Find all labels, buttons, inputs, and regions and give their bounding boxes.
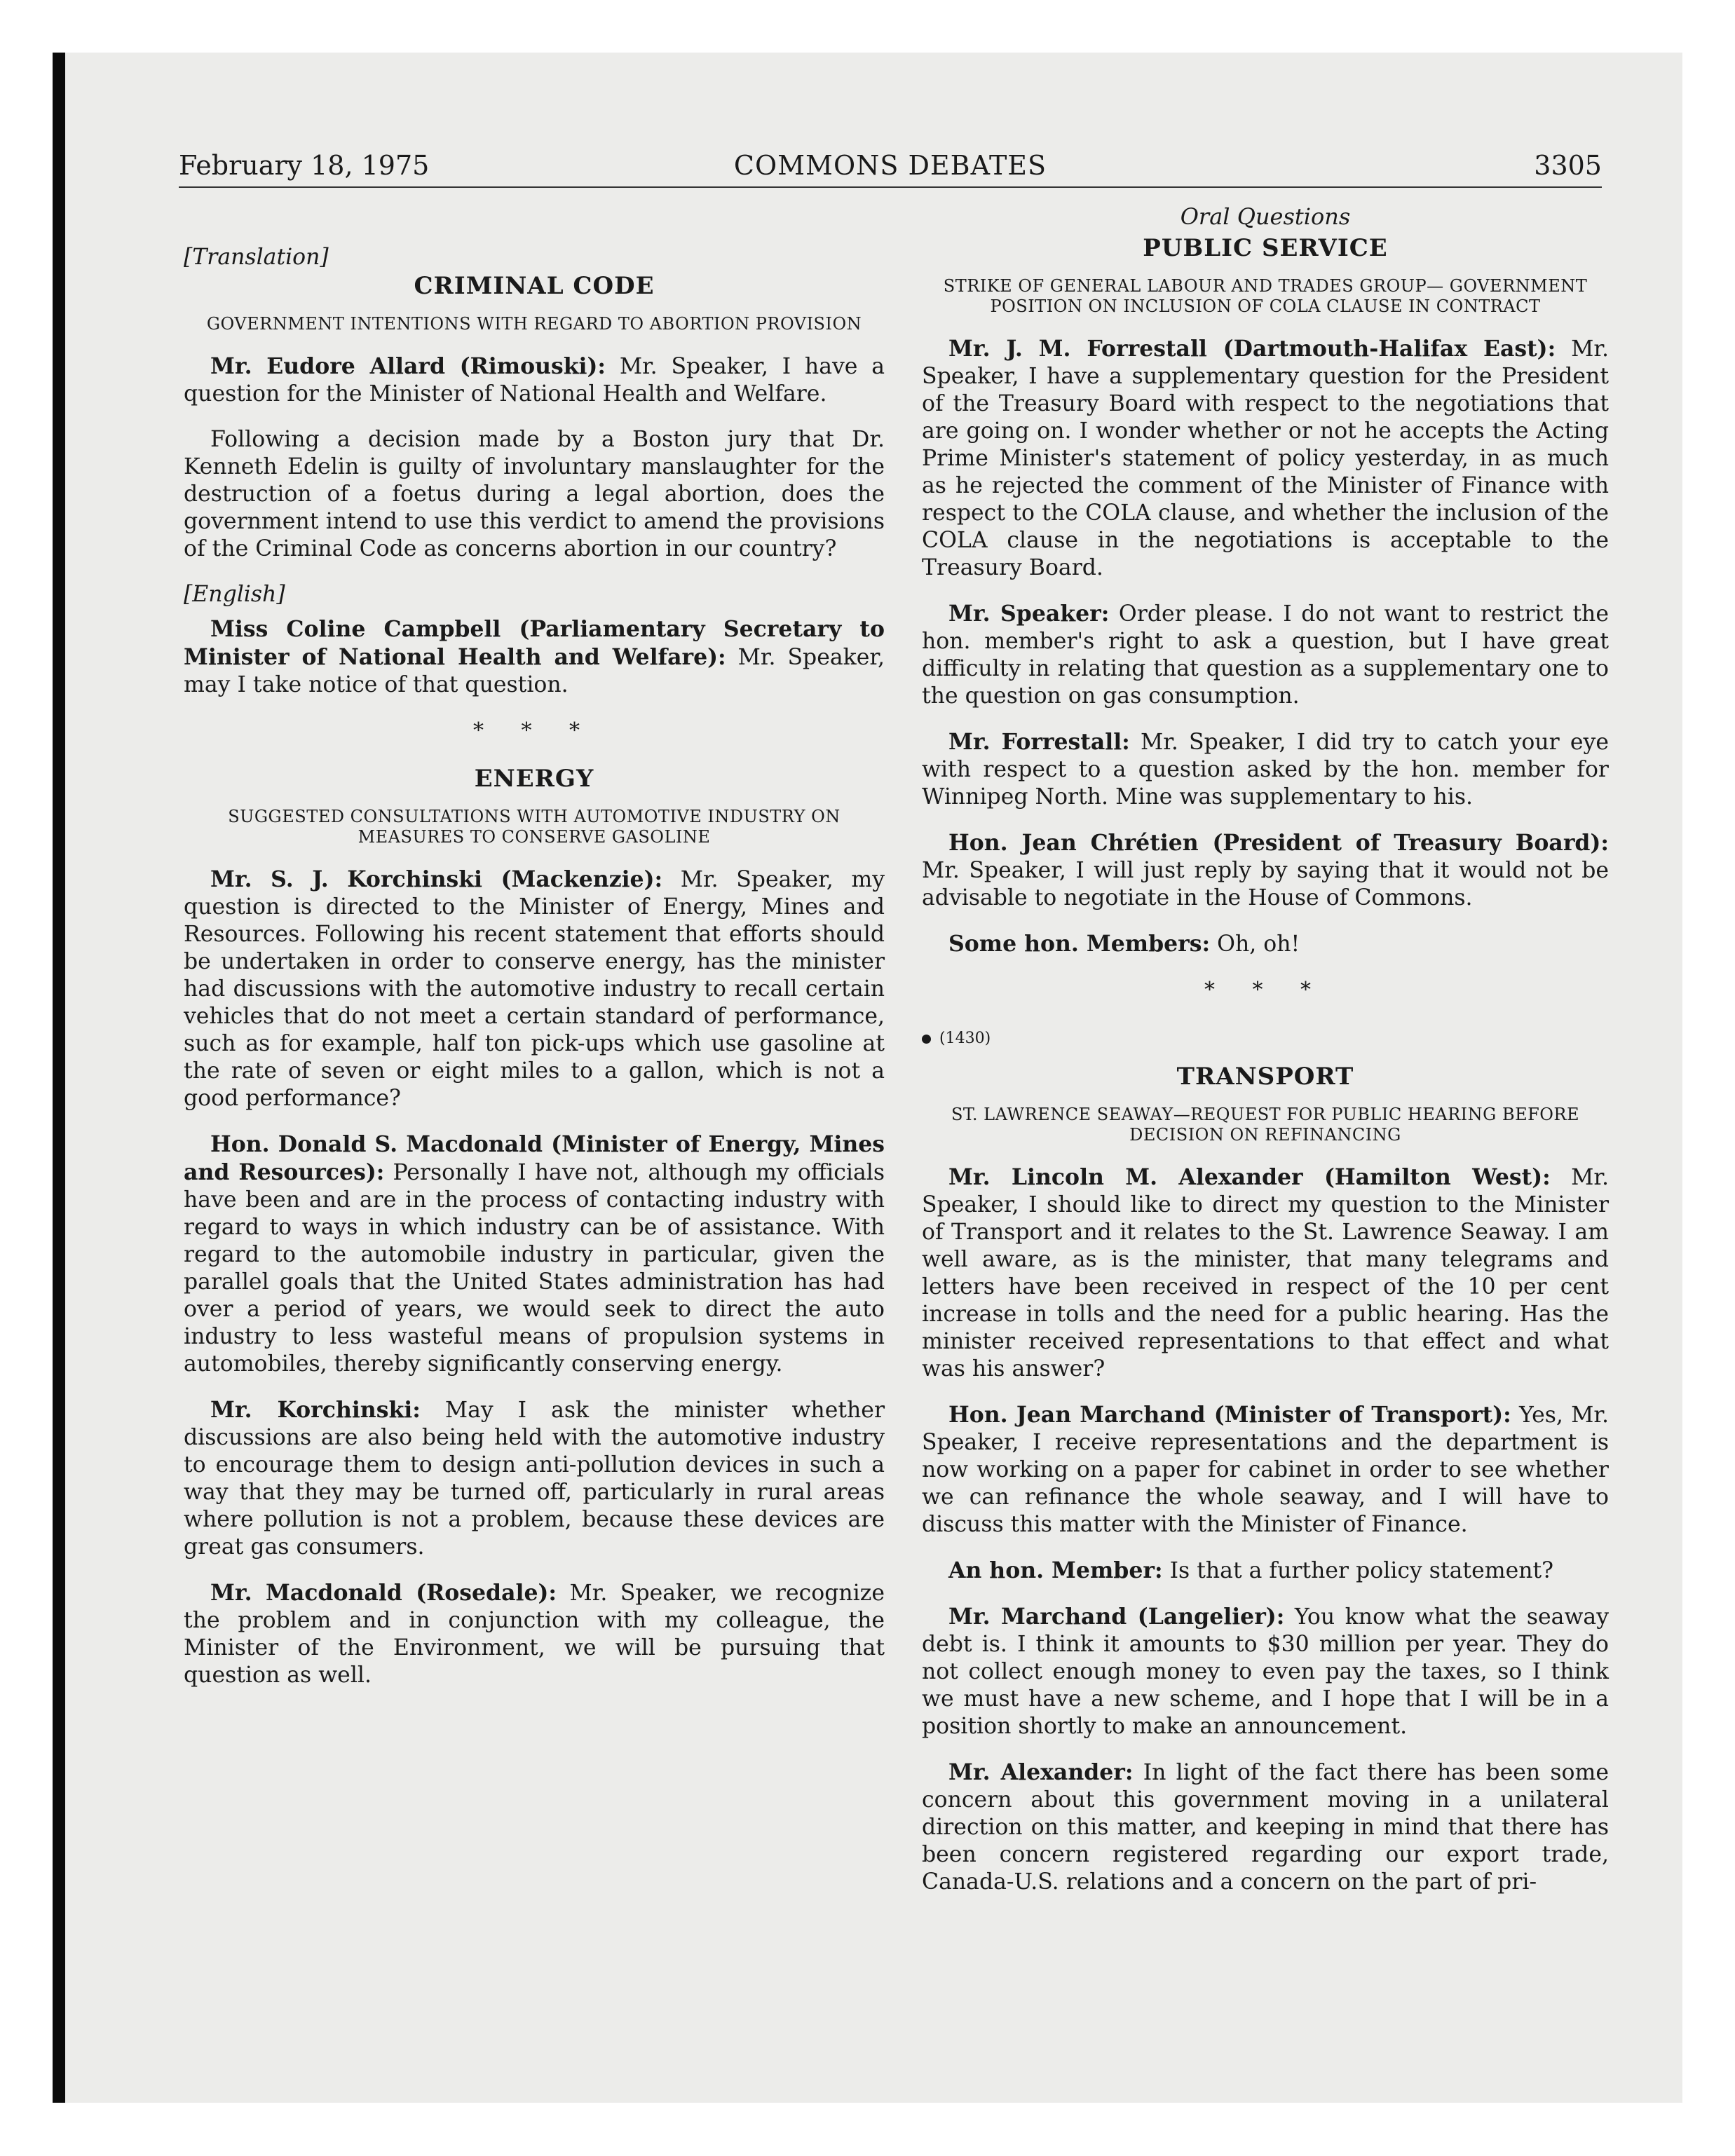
paragraph-text: Mr. Speaker, I will just reply by saying that it would not be advisable to negotiate in the House of Commons. [922, 858, 1609, 910]
speaker-name: Some hon. Members: [948, 931, 1211, 957]
section-title-energy: ENERGY [474, 765, 594, 793]
paragraph [922, 1557, 1609, 1585]
speaker-name: Mr. Alexander: [948, 1759, 1134, 1785]
speaker-name: Mr. Marchand (Langelier): [948, 1604, 1285, 1630]
paragraph [922, 335, 1609, 582]
paragraph-text: May I ask the minister whether discussions are also being held with the automotive industry to encourage them to design anti-pollution devices in such a way that they may be turned off, particularly in rural areas where pollution is not a problem, because these devices are great gas consumers. [184, 1398, 885, 1560]
speaker-name: Mr. Speaker: [948, 601, 1110, 627]
subheading-cola-clause: STRIKE OF GENERAL LABOUR AND TRADES GROUP— GOVERNMENT POSITION ON INCLUSION OF COLA CLAUSE IN CONTRACT [943, 276, 1588, 316]
speaker-name: An hon. Member: [948, 1557, 1163, 1583]
paragraph: Following a decision made by a Boston jury that Dr. Kenneth Edelin is guilty of involuntary manslaughter for the destruction of a foetus during a legal abortion, does the government intend to use this verdict to amend the provisions of the Criminal Code as concerns abortion in our country? [184, 427, 885, 561]
paragraph-text: In light of the fact there has been some concern about this government moving in a unilateral direction on this matter, and keeping in mind that there has been concern registered regarding our export trade, Canada-U.S. relations and a concern on the part of pri- [922, 1760, 1609, 1895]
section-title-transport: TRANSPORT [1176, 1063, 1354, 1091]
bullet-icon [922, 1035, 931, 1044]
page-header [179, 147, 1602, 188]
paragraph-text: Mr. Speaker, I should like to direct my question to the Minister of Transport and it relates to the St. Lawrence Seaway. I am well aware, as is the minister, that many telegrams and letters have been received in respect of the 10 per cent increase in tolls and the need for a public hearing. Has the minister received representations to that effect and what was his answer? [922, 1165, 1609, 1381]
speaker-name: Mr. Eudore Allard (Rimouski): [210, 353, 606, 379]
section-title-criminal-code: CRIMINAL CODE [414, 272, 655, 300]
speaker-name: Mr. Macdonald (Rosedale): [210, 1580, 557, 1606]
header-page-number: 3305 [1534, 150, 1602, 181]
paragraph-text: Personally I have not, although my officials have been and are in the process of contacting industry with regard to ways in which industry can be of assistance. With regard to the automobile industry in particular, given the parallel goals that the United States administration has had over a period of years, we would seek to direct the auto industry to less wasteful means of propulsion systems in automobiles, thereby significantly conserving energy. [184, 1160, 885, 1377]
speaker-name: Mr. Korchinski: [210, 1397, 421, 1423]
header-title: COMMONS DEBATES [733, 150, 1047, 181]
paragraph-text: Mr. Speaker, my question is directed to the Minister of Energy, Mines and Resources. Following his recent statement that efforts should be undertaken in order to conserve energy, has the minister had discussions with the automotive industry to recall certain vehicles that do not meet a certain standard of performance, such as for example, half ton pick-ups which use gasoline at the rate of seven or eight miles to a gallon, which is not a good performance? [184, 867, 885, 1111]
paragraph-text: Mr. Speaker, I have a question for the Minister of National Health and Welfare. [184, 354, 885, 407]
paragraph-text: Is that a further policy statement? [1162, 1558, 1554, 1583]
english-label: [English] [184, 582, 285, 607]
paragraph [184, 1396, 885, 1561]
paragraph [184, 1579, 885, 1689]
subheading-abortion: GOVERNMENT INTENTIONS WITH REGARD TO ABORTION PROVISION [206, 314, 862, 334]
oral-questions-label: Oral Questions [1180, 203, 1351, 230]
paragraph [922, 1603, 1609, 1740]
speaker-name: Mr. Lincoln M. Alexander (Hamilton West): [948, 1164, 1551, 1190]
scan-edge [53, 53, 65, 2103]
paragraph-text: Yes, Mr. Speaker, I receive representations and the department is now working on a paper for cabinet in order to see whether we can refinance the whole seaway, and I will have to discuss this matter with the Minister of Finance. [922, 1403, 1609, 1537]
left-column [184, 203, 885, 1707]
paragraph [922, 728, 1609, 811]
paragraph [922, 600, 1609, 710]
speaker-name: Hon. Donald S. Macdonald (Minister of Energy, Mines and Resources): [184, 1131, 885, 1185]
paragraph [922, 1164, 1609, 1383]
paragraph [184, 615, 885, 699]
paragraph [184, 1131, 885, 1378]
paragraph-text: Mr. Speaker, may I take notice of that question. [184, 645, 885, 697]
paragraph [922, 930, 1609, 958]
section-title-public-service: PUBLIC SERVICE [1143, 234, 1388, 262]
paragraph [184, 353, 885, 408]
paragraph-text: Mr. Speaker, I have a supplementary question for the President of the Treasury Board with respect to the negotiations that are going on. I wonder whether or not he accepts the Acting Prime Minister's statement of policy yesterday, in as much as he rejected the comment of the Minister of Finance with respect to the COLA clause, and whether the inclusion of the COLA clause in the negotiations is acceptable to the Treasury Board. [922, 336, 1609, 580]
paragraph [922, 1401, 1609, 1538]
speaker-name: Mr. S. J. Korchinski (Mackenzie): [210, 866, 663, 892]
speaker-name: Hon. Jean Chrétien (President of Treasury Board): [948, 830, 1609, 856]
speaker-name: Mr. J. M. Forrestall (Dartmouth-Halifax East): [948, 336, 1556, 362]
paragraph-text: Oh, oh! [1210, 932, 1300, 957]
speaker-name: Hon. Jean Marchand (Minister of Transport): [948, 1402, 1511, 1428]
speaker-name: Mr. Forrestall: [948, 729, 1130, 755]
paragraph [922, 1759, 1609, 1896]
speaker-name: Miss Coline Campbell (Parliamentary Secretary to Minister of National Health and Welfare): [184, 616, 885, 670]
paragraph [184, 866, 885, 1112]
subheading-seaway: ST. LAWRENCE SEAWAY—REQUEST FOR PUBLIC HEARING BEFORE DECISION ON REFINANCING [951, 1105, 1580, 1145]
section-separator: * * * [472, 718, 596, 743]
timestamp-marker [922, 1025, 1609, 1052]
translation-label: [Translation] [184, 245, 329, 270]
header-date: February 18, 1975 [179, 150, 430, 181]
paragraph [922, 829, 1609, 912]
paragraph-text: Mr. Speaker, we recognize the problem and in conjunction with my colleague, the Minister of the Environment, we will be pursuing that question as well. [184, 1581, 885, 1688]
right-column [922, 203, 1609, 1914]
paragraph-text: Mr. Speaker, I did try to catch your eye with respect to a question asked by the hon. member for Winnipeg North. Mine was supplementary to his. [922, 730, 1609, 810]
paragraph-text: Order please. I do not want to restrict the hon. member's right to ask a question, but I have great difficulty in relating that question as a supplementary one to the question on gas consumption. [922, 601, 1609, 709]
section-separator: * * * [1204, 978, 1327, 1002]
subheading-gasoline: SUGGESTED CONSULTATIONS WITH AUTOMOTIVE INDUSTRY ON MEASURES TO CONSERVE GASOLINE [228, 807, 841, 847]
paragraph-text: You know what the seaway debt is. I think it amounts to $30 million per year. They do not collect enough money to even pay the taxes, so I think we must have a new scheme, and I hope that I will be in a position shortly to make an announcement. [922, 1604, 1609, 1739]
timestamp-text: (1430) [939, 1030, 991, 1047]
